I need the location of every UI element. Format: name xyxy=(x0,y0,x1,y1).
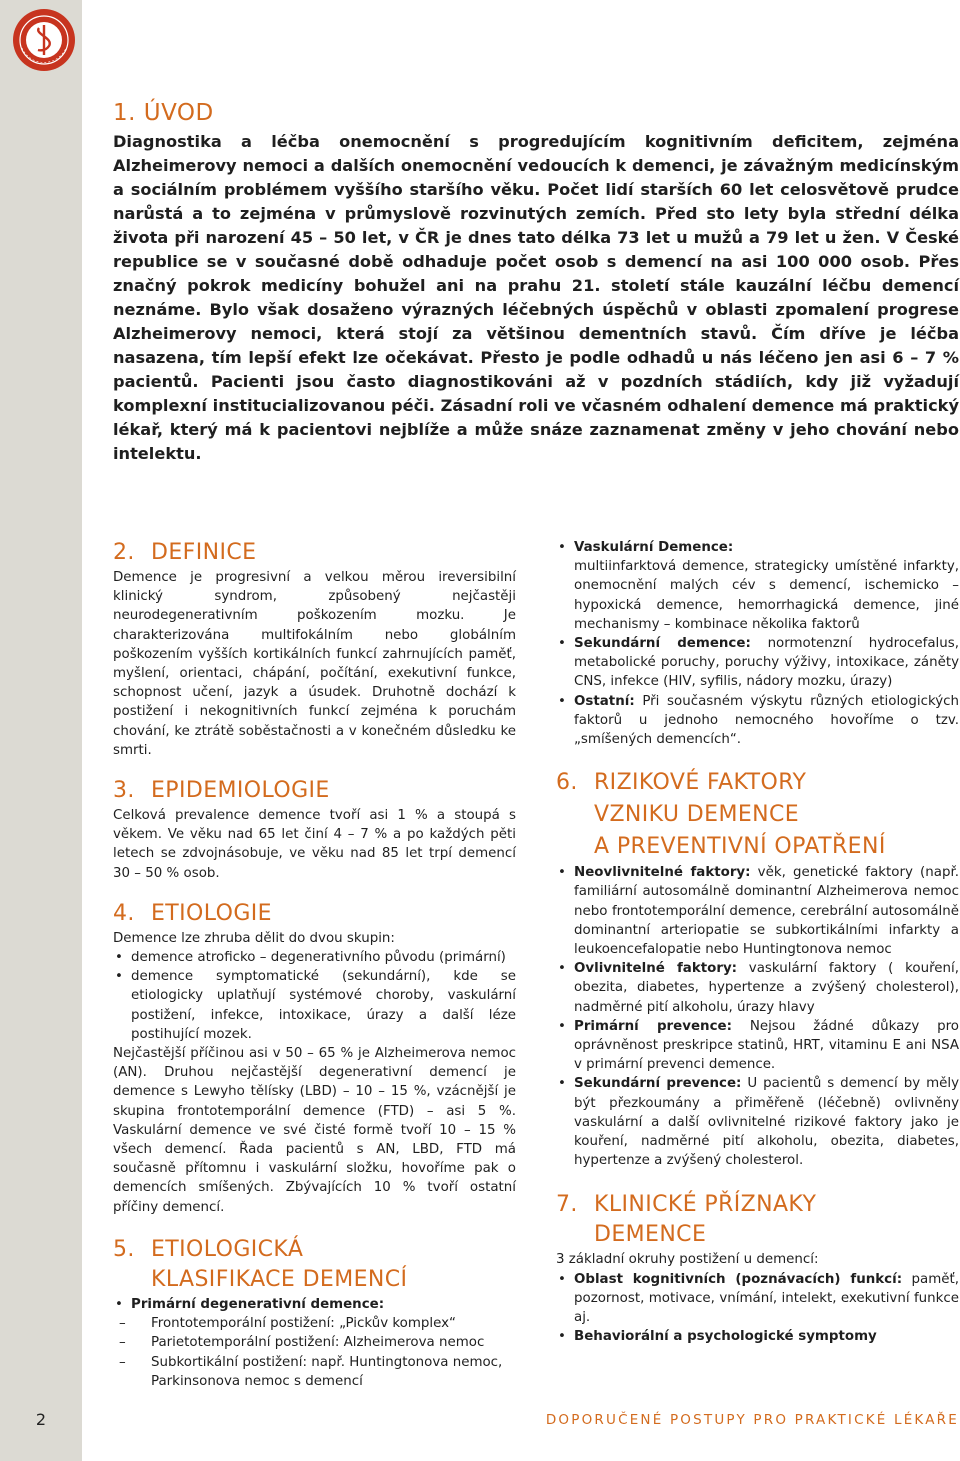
etiologie-text: Nejčastější příčinou asi v 50 – 65 % je Alzheimerova nemoc (AN). Druhou nejčastější degenerativní demencí je demence s Lewyho tělísky (LBD) – 10 – 15 %, vzácnější je skupina frontotemporální demence (FTD) – asi 5 %. Vaskulární demence ve své čisté formě tvoří 10 – 15 % všech demencí. Řada pacientů s AN, LBD, FTD má současně přítomnu i vaskulární složku, hovoříme pak o demencích smíšených. Zbývajících 10 % tvoří ostatní příčiny demencí. xyxy=(113,1046,516,1215)
intro-heading: 1. ÚVOD xyxy=(113,100,214,126)
section-title: 3. EPIDEMIOLOGIE xyxy=(113,778,330,804)
list-item: • demence atroficko – degenerativního původu (primární) xyxy=(113,948,516,967)
intro-section xyxy=(113,98,959,466)
right-column xyxy=(556,538,959,1347)
page-number: 2 xyxy=(35,1410,47,1429)
rizikove-list xyxy=(556,863,959,1170)
list-item: • Primární degenerativní demence: xyxy=(113,1295,516,1314)
section-title: 7. KLINICKÉ PŘÍZNAKY DEMENCE xyxy=(556,1192,817,1248)
intro-text: Diagnostika a léčba onemocnění s progredujícím kognitivním deficitem, zejména Alzheimerovy nemoci a dalších onemocnění vedoucích k demenci, je závažným medicínským a sociálním problémem vyššího staršího věku. Počet lidí starších 60 let celosvětově prudce narůstá a to zejména v průmyslově rozvinutých zemích. Před sto lety byla střední délka života při narození 45 – 50 let, v ČR je dnes tato délka 73 let u mužů a 79 let u žen. V České republice se v současné době odhaduje počet osob s demencí na asi 100 000 osob. Přes značný pokrok medicíny bohužel ani na prahu 21. století stále kauzální léčbu demencí neznáme. Bylo však dosaženo výrazných léčebných úspěchů v oblasti zpomalení progrese Alzheimerovy nemoci, která stojí za většinou dementních stavů. Čím dříve je léčba nasazena, tím lepší efekt lze očekávat. Přesto je podle odhadů u nás léčeno jen asi 6 – 7 % pacientů. Pacienti jsou často diagnostikováni až v pozdních stádiích, kdy již vyžadují komplexní institucializovanou péči. Zásadní roli ve včasném odhalení demence má praktický lékař, který má k pacientovi nejblíže a může snáze zaznamenat změny v jeho chování nebo intelektu. xyxy=(113,132,959,463)
section-title: 5. ETIOLOGICKÁ KLASIFIKACE DEMENCÍ xyxy=(113,1236,408,1292)
list-item: • Neovlivnitelné faktory: věk, genetické faktory (např. familiární autosomálně dominantní Alzheimerova nemoc nebo frontotemporální demence, cerebrální autosomálně dominantní arteriopatie se subkortikálními infarkty a leukoencefalopatie nebo Huntingtonova nemoc xyxy=(556,863,959,959)
priznaky-intro: 3 základní okruhy postižení u demencí: xyxy=(556,1252,819,1268)
list-item: • Sekundární demence: normotenzní hydrocefalus, metabolické poruchy, poruchy výživy, intoxikace, záněty CNS, infekce (HIV, syfilis, nádory mozku, úrazy) xyxy=(556,634,959,692)
klasifikace-sublist xyxy=(113,1314,516,1391)
klasifikace-list xyxy=(113,1295,516,1314)
section-title: 4. ETIOLOGIE xyxy=(113,900,272,926)
society-logo xyxy=(12,8,76,72)
section-priznaky xyxy=(556,1190,959,1346)
list-item: • Ostatní: Při současném výskytu různých etiologických faktorů u jednoho nemocného hovoříme o tzv. „smíšených demencích“. xyxy=(556,692,959,750)
section-epidemiologie xyxy=(113,776,516,883)
list-item: • Primární prevence: Nejsou žádné důkazy pro oprávněnost preskripce statinů, HRT, vitaminu E ani NSA v primární prevenci demence. xyxy=(556,1017,959,1075)
list-item: • Vaskulární Demence: multiinfarktová demence, strategicky umístěné infarkty, onemocnění malých cév s demencí, ischemicko – hypoxická demence, hemorrhagická demence, jiné mechanismy – kombinace několika faktorů xyxy=(556,538,959,634)
list-item: • Behaviorální a psychologické symptomy xyxy=(556,1327,959,1346)
list-item: – Frontotemporální postižení: „Pickův komplex“ xyxy=(113,1314,516,1333)
list-item: • demence symptomatické (sekundární), kde se etiologicky uplatňují systémové choroby, vaskulární postižení, infekce, intoxikace, úrazy a další léze postihující mozek. xyxy=(113,967,516,1044)
left-column xyxy=(113,538,516,1391)
section-klasifikace xyxy=(113,1235,516,1391)
etiologie-list xyxy=(113,948,516,1044)
etiologie-intro: Demence lze zhruba dělit do dvou skupin: xyxy=(113,930,395,946)
section-title: 6. RIZIKOVÉ FAKTORY VZNIKU DEMENCE A PREVENTIVNÍ OPATŘENÍ xyxy=(556,770,886,860)
epidemiologie-text: Celková prevalence demence tvoří asi 1 % a stoupá s věkem. Ve věku nad 65 let činí 4 – 7 % a po každých pěti letech se zdvojnásobuje, ve věku nad 85 let trpí demencí 30 – 50 % osob. xyxy=(113,808,516,881)
footer-title: DOPORUČENÉ POSTUPY PRO PRAKTICKÉ LÉKAŘE xyxy=(545,1412,959,1428)
section-rizikove xyxy=(556,767,959,1170)
list-item: – Subkortikální postižení: např. Huntingtonova nemoc, Parkinsonova nemoc s demencí xyxy=(113,1353,516,1391)
society-seal-icon xyxy=(12,8,76,72)
section-definice xyxy=(113,538,516,760)
list-item: • Sekundární prevence: U pacientů s demencí by měly být přezkoumány a přiměřeně (léčebně) ovlivněny vaskulární a další ovlivnitelné rizikové faktory jako je kouření, nadměrné pití alkoholu, obezita, diabetes, hypertenze a zvýšený cholesterol. xyxy=(556,1074,959,1170)
section-etiologie xyxy=(113,899,516,1217)
list-item: – Parietotemporální postižení: Alzheimerova nemoc xyxy=(113,1333,516,1352)
priznaky-list xyxy=(556,1270,959,1347)
list-item: • Oblast kognitivních (poznávacích) funkcí: paměť, pozornost, motivace, vnímání, intelekt, exekutivní funkce aj. xyxy=(556,1270,959,1328)
section-title: 2. DEFINICE xyxy=(113,540,257,565)
sidebar-strip xyxy=(0,0,82,1461)
klasifikace-list-continued xyxy=(556,538,959,749)
list-item: • Ovlivnitelné faktory: vaskulární faktory ( kouření, obezita, diabetes, hypertenze a zvýšený cholesterol), nadměrné pití alkoholu, úrazy hlavy xyxy=(556,959,959,1017)
definice-text: Demence je progresivní a velkou měrou ireversibilní klinický syndrom, způsobený nejčastěji neurodegenerativním poškozením mozku. Je charakterizována multifokálním nebo globálním poškozením vyšších kortikálních funkcí zahrnujících paměť, myšlení, orientaci, chápání, počítání, exekutivní funkce, schopnost učení, jazyk a úsudek. Druhotně dochází k postižení i nekognitivních funkcí zejména k poruchám chování, ke ztrátě soběstačnosti a v konečném důsledku ke smrti. xyxy=(113,570,516,758)
